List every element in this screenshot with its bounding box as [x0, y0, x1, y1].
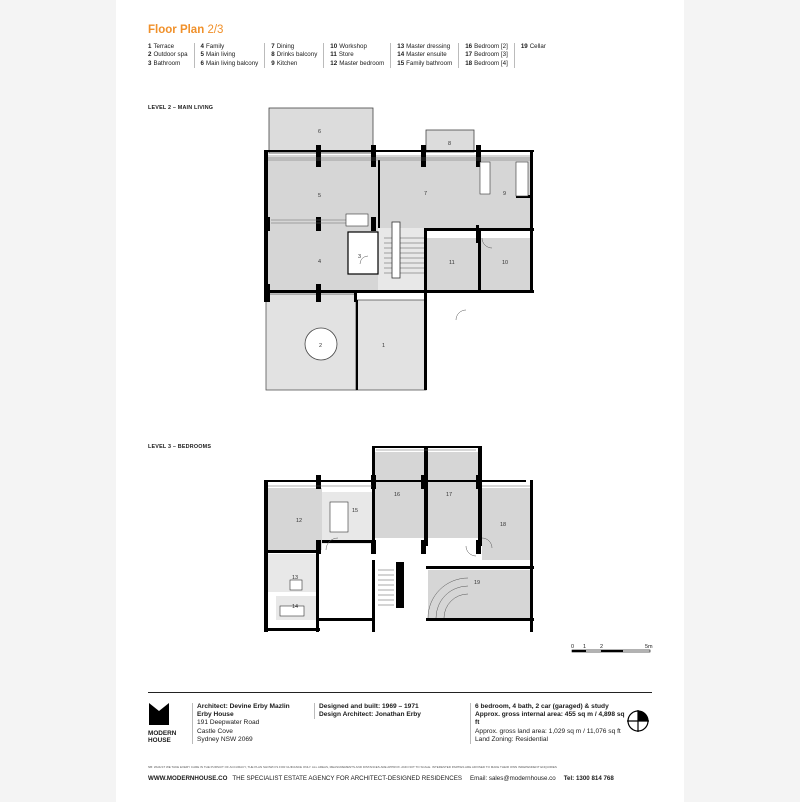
level-2-label: LEVEL 2 – MAIN LIVING [148, 105, 214, 111]
legend-item: 16 Bedroom [2] [465, 43, 508, 50]
agency-tagline: THE SPECIALIST ESTATE AGENCY FOR ARCHITECT-DESIGNED RESIDENCES [232, 775, 462, 782]
stair-hall [378, 228, 426, 290]
scale-tick-5: 5m [645, 644, 653, 650]
legend-item: 18 Bedroom [4] [465, 59, 508, 67]
scale-bar [571, 642, 653, 663]
legend-item: 1 Terrace [148, 43, 175, 50]
title-main: Floor Plan [148, 24, 205, 36]
room-label-2: 2 [319, 343, 323, 349]
legend-item: 8 Drinks balcony [271, 51, 318, 59]
address-line: Sydney NSW 2069 [197, 735, 253, 743]
room-12-fill [268, 488, 322, 550]
room-label-9: 9 [503, 191, 507, 197]
website-link[interactable]: WWW.MODERNHOUSE.CO [148, 775, 228, 782]
property-summary: 6 bedroom, 4 bath, 2 car (garaged) & study [475, 703, 609, 710]
room-label-14: 14 [292, 604, 299, 610]
legend-item: 5 Main living [200, 51, 236, 59]
legend-item: 12 Master bedroom [330, 59, 385, 67]
scale-tick-1: 1 [583, 644, 587, 650]
property-details [470, 703, 625, 744]
room-label-1: 1 [382, 343, 386, 349]
room-label-5: 5 [318, 193, 322, 199]
room-label-10: 10 [502, 260, 509, 266]
address-line: 191 Deepwater Road [197, 719, 260, 727]
room-label-16: 16 [394, 492, 401, 498]
land-zoning: Land Zoning: Residential [475, 735, 548, 743]
footer-divider [148, 692, 652, 693]
room-17-fill [428, 452, 478, 538]
modern-house-logo: MODERN HOUSE [148, 703, 194, 744]
room-label-4: 4 [318, 259, 322, 265]
architect-details [192, 703, 313, 744]
legend-item: 3 Bathroom [148, 59, 181, 67]
legend-item: 10 Workshop [330, 43, 367, 50]
legend-item: 13 Master dressing [397, 43, 451, 50]
legend-item: 11 Store [330, 51, 354, 59]
legend-item: 2 Outdoor spa [148, 51, 188, 59]
room-1-fill [356, 300, 426, 390]
legend-item: 7 Dining [271, 43, 295, 50]
room-label-17: 17 [446, 492, 453, 498]
room-label-15: 15 [352, 508, 359, 514]
legend-item: 6 Main living balcony [200, 59, 259, 67]
room-label-19: 19 [474, 580, 481, 586]
floor-plan-sheet [116, 0, 684, 802]
logo-mark-icon [149, 703, 169, 725]
architect-label: Architect: Devine Erby Mazlin [197, 703, 290, 710]
room-label-13: 13 [292, 575, 299, 581]
title-page-number: 2/3 [207, 24, 224, 36]
room-label-7: 7 [424, 191, 428, 197]
footer [148, 703, 652, 763]
land-area: Approx. gross land area: 1,029 sq m / 11,076 sq ft [475, 727, 621, 735]
legend-item: 19 Cellar [520, 43, 546, 50]
legend-item: 4 Family [200, 43, 225, 50]
legend-item: 9 Kitchen [271, 59, 298, 67]
room-label-11: 11 [449, 260, 455, 266]
level-3-plan [116, 420, 684, 640]
room-label-6: 6 [318, 129, 322, 135]
contact-bar [148, 775, 658, 782]
room-3-bathroom [348, 232, 378, 274]
scale-tick-0: 0 [571, 644, 575, 650]
legend-item: 17 Bedroom [3] [465, 51, 508, 59]
room-label-18: 18 [500, 522, 507, 528]
address-line: Castle Cove [197, 727, 233, 735]
disclaimer: NB: WHILST WE TAKE EVERY CARE IN THE PURSUIT OF ACCURACY, THE PLAN SHOWN IS FOR GUIDANCE ONLY. ALL AREAS, MEASUREMENTS AND DISTANCES ARE APPROX. AND NOT TO SCALE. INTERESTED PARTIES ARE ADVISED TO MAKE THEIR OWN INDEPENDENT ENQUIRIES [148, 766, 557, 769]
legend-item: 15 Family bathroom [397, 59, 453, 67]
room-19-fill [428, 570, 532, 618]
designed-built: Designed and built: 1969 – 1971 [319, 703, 419, 710]
legend-item: 14 Master ensuite [397, 51, 447, 59]
room-18-fill [482, 488, 532, 560]
room-label-3: 3 [358, 254, 362, 260]
scale-tick-2: 2 [600, 644, 604, 650]
level-3-label: LEVEL 3 – BEDROOMS [148, 444, 212, 450]
email-link[interactable]: Email: sales@modernhouse.co [469, 775, 556, 782]
telephone-link[interactable]: Tel: 1300 814 768 [563, 775, 614, 782]
room-label-8: 8 [448, 141, 452, 147]
design-architect: Design Architect: Jonathan Erby [319, 711, 421, 719]
internal-area: Approx. gross internal area: 455 sq m / 4,898 sq ft [475, 711, 625, 727]
room-label-12: 12 [296, 518, 303, 524]
north-compass-icon [626, 709, 650, 736]
level-2-plan [116, 0, 684, 420]
house-name: Erby House [197, 711, 234, 719]
design-details [314, 703, 469, 719]
